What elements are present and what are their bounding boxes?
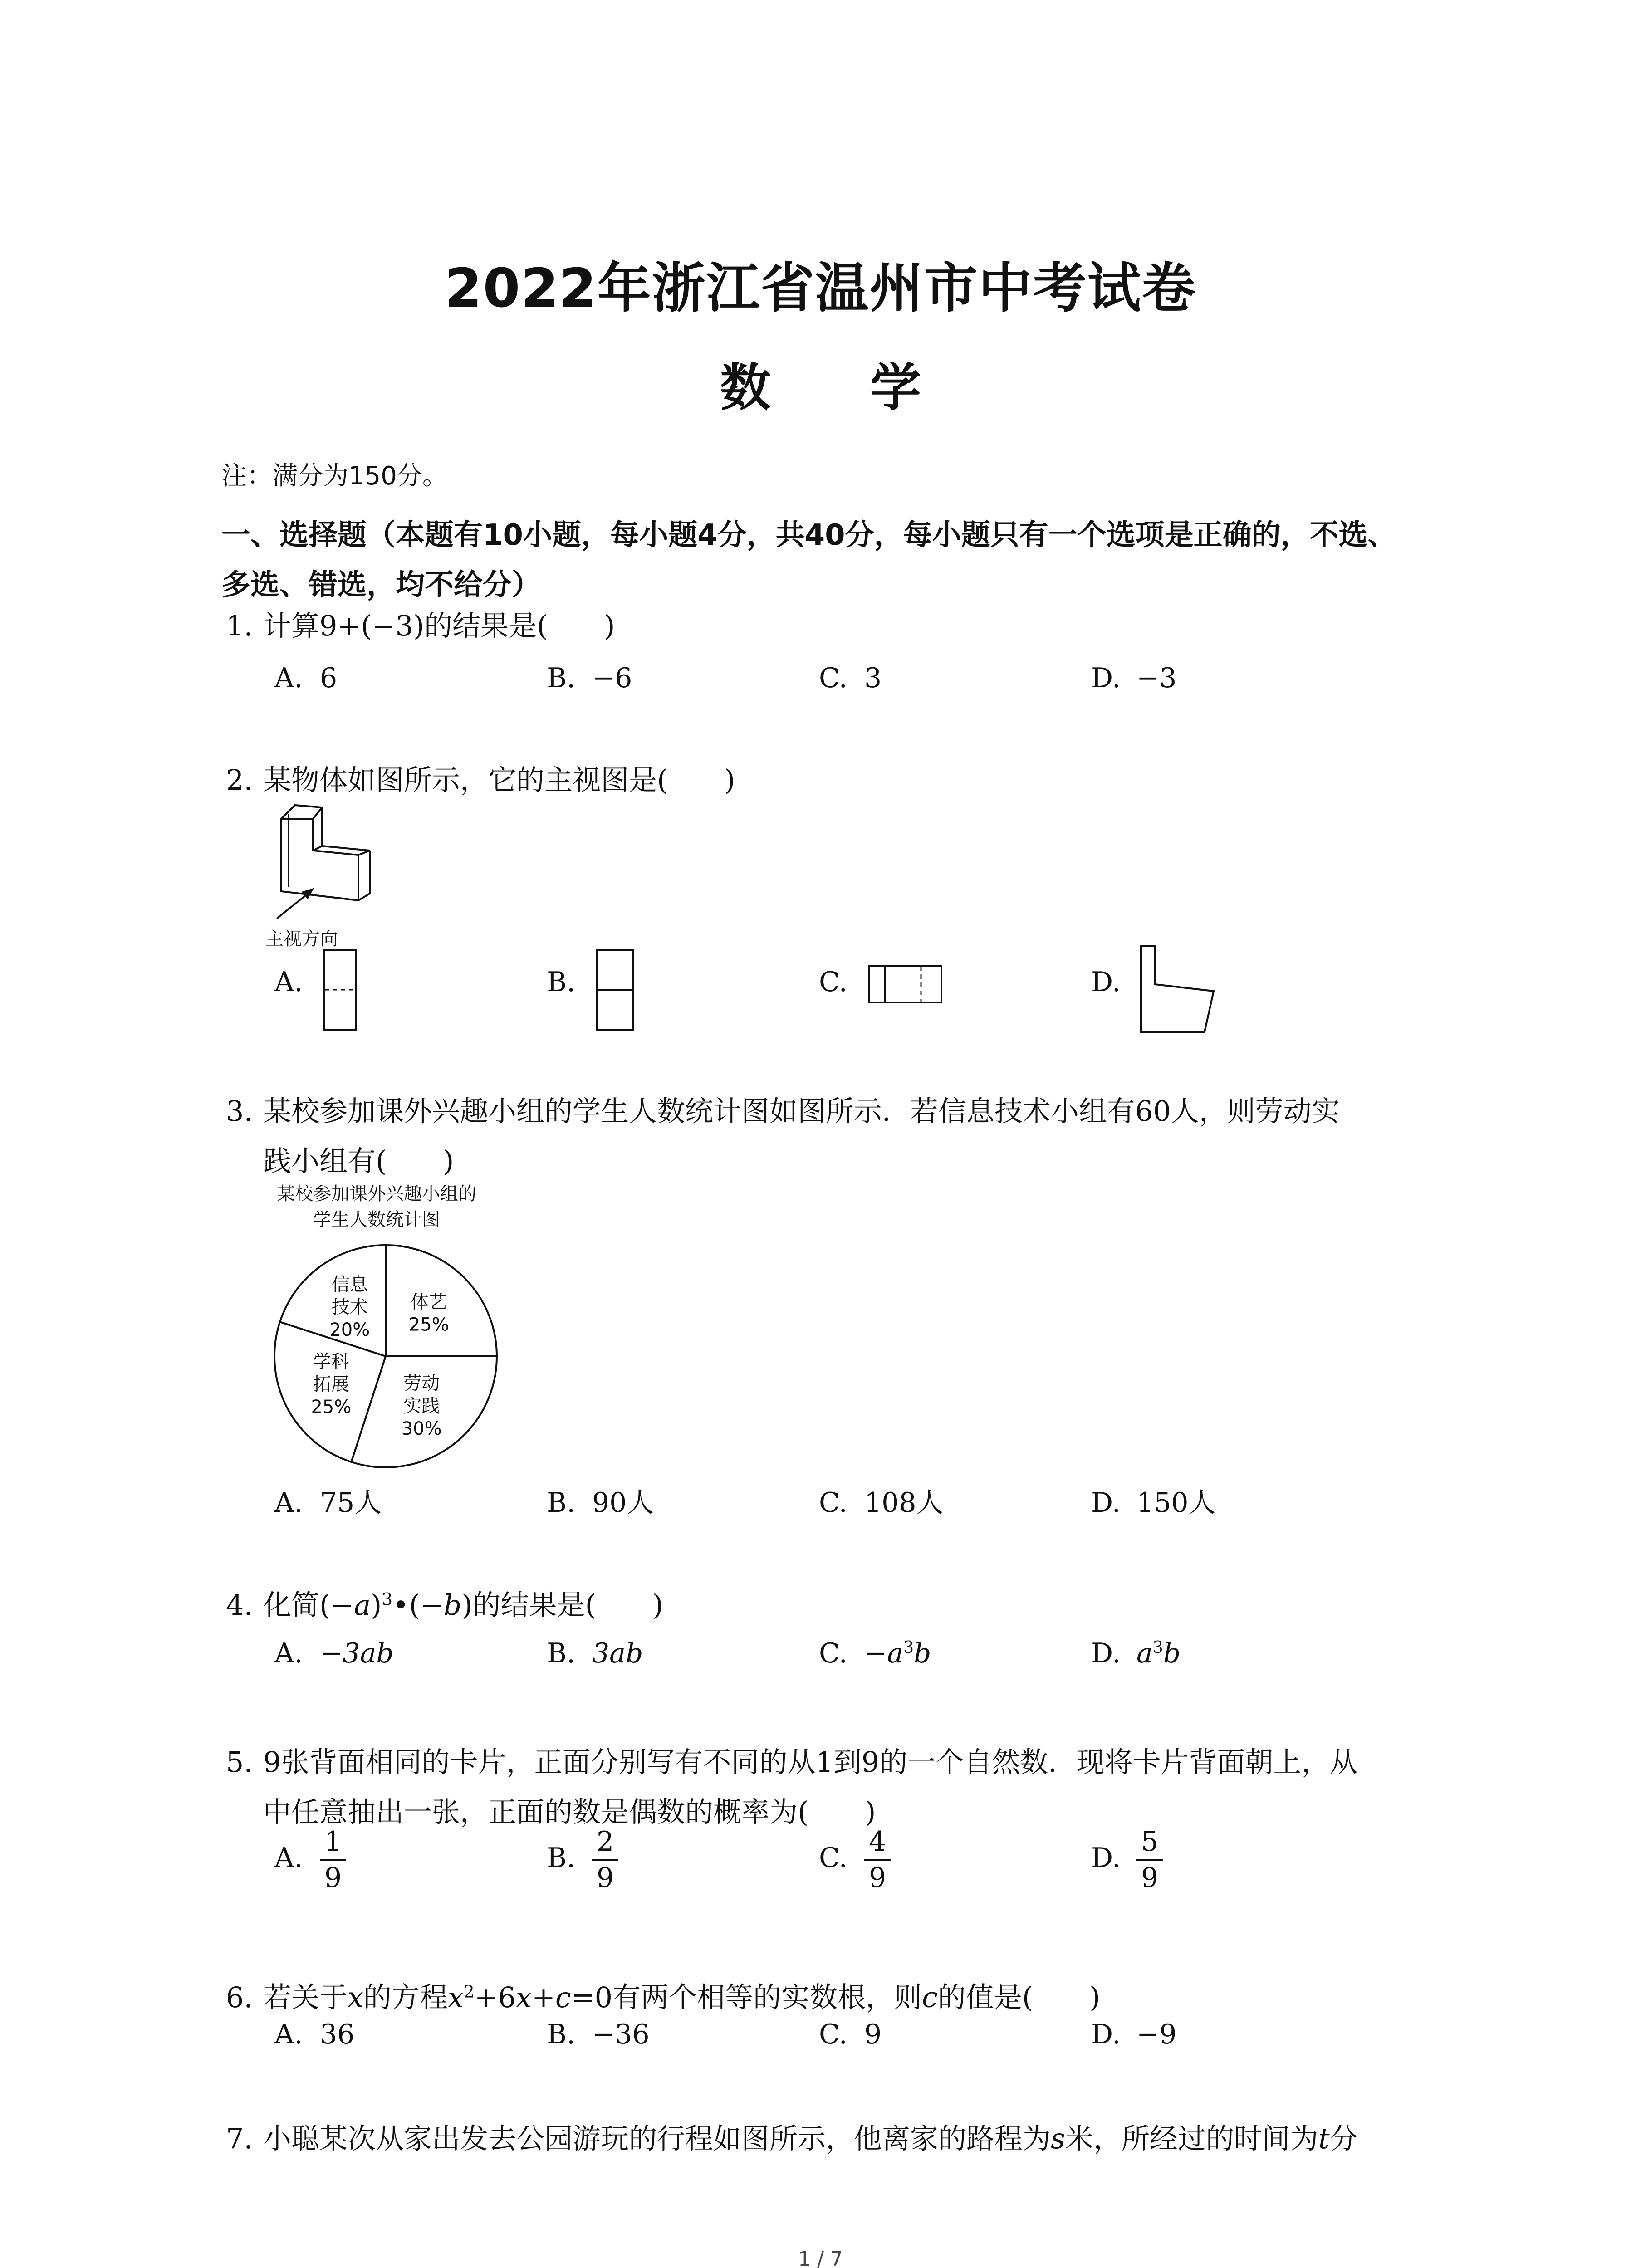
option-value: 3ab xyxy=(592,1637,643,1669)
option-math: $a^3b$ xyxy=(1136,1637,1181,1669)
option-letter: D. xyxy=(1091,966,1121,998)
pie-slice-percent: 30% xyxy=(401,1418,442,1440)
pie-slice-percent: 20% xyxy=(329,1319,370,1340)
q3-option-d[interactable] xyxy=(1091,1481,1216,1520)
q5-option-d[interactable] xyxy=(1091,1828,1163,1892)
question-number: 4. xyxy=(226,1588,253,1622)
section-heading-line2: 多选、错选，均不给分） xyxy=(221,568,541,602)
q5-option-a[interactable] xyxy=(274,1828,346,1892)
question-number: 6. xyxy=(226,1980,253,2014)
option-value: 9 xyxy=(864,2019,882,2050)
q2-option-a-figure xyxy=(318,946,363,1036)
question-text-prefix: 化简 xyxy=(263,1588,320,1622)
q6-option-a[interactable] xyxy=(274,2019,354,2050)
option-letter: C. xyxy=(819,966,847,998)
fraction-numerator: 2 xyxy=(592,1828,618,1861)
question-text-d: 的值是( ) xyxy=(937,1980,1101,2014)
option-letter: B. xyxy=(547,1842,576,1874)
q2-option-d-figure xyxy=(1134,939,1225,1039)
math-var-c: c xyxy=(922,1980,938,2014)
pie-chart-title xyxy=(259,1179,495,1231)
question-6 xyxy=(226,1966,1100,2023)
pie-slice-label: 拓展 xyxy=(313,1374,349,1395)
pie-slice-percent: 25% xyxy=(408,1314,449,1335)
option-value: 3 xyxy=(864,662,882,694)
question-5 xyxy=(226,1737,1460,1837)
option-letter: A. xyxy=(274,966,303,998)
question-equation: $x^2+6x+c=0$ xyxy=(448,1980,613,2014)
question-1 xyxy=(226,601,615,651)
question-text-line2: 中任意抽出一张，正面的数是偶数的概率为( ) xyxy=(263,1795,876,1828)
option-value: 90人 xyxy=(592,1487,654,1519)
option-letter: C. xyxy=(819,1637,847,1669)
pie-slice-label: 体艺 xyxy=(411,1291,447,1313)
pie-slice-label: 信息 xyxy=(331,1274,368,1295)
question-text-a: 若关于 xyxy=(263,1980,348,2014)
question-number: 1. xyxy=(226,609,253,642)
q2-option-a[interactable] xyxy=(274,966,320,998)
option-letter: B. xyxy=(547,2019,576,2050)
question-text-line1: 某校参加课外兴趣小组的学生人数统计图如图所示．若信息技术小组有60人，则劳动实 xyxy=(263,1095,1340,1128)
option-letter: D. xyxy=(1091,1487,1121,1519)
math-var-t: t xyxy=(1318,2122,1330,2155)
question-text-b: 米，所经过的时间为 xyxy=(1065,2122,1318,2155)
fraction-denominator: 9 xyxy=(324,1862,342,1894)
option-value: 108人 xyxy=(864,1487,944,1519)
pie-chart xyxy=(268,1238,504,1474)
pie-title-line2: 学生人数统计图 xyxy=(313,1209,440,1230)
q2-option-b-figure xyxy=(590,946,640,1036)
question-text-c: 分 xyxy=(1329,2122,1358,2155)
option-fraction xyxy=(320,1828,346,1892)
question-text-suffix: 的结果是( ) xyxy=(472,1588,664,1622)
q6-option-d[interactable] xyxy=(1091,2019,1176,2050)
option-value: −3 xyxy=(1136,662,1177,694)
question-text-c: 有两个相等的实数根，则 xyxy=(612,1980,922,2014)
pie-slice-label: 学科 xyxy=(313,1351,349,1373)
question-number: 3. xyxy=(226,1095,253,1128)
q4-option-b[interactable] xyxy=(547,1637,643,1669)
pie-title-line1: 某校参加课外兴趣小组的 xyxy=(277,1183,476,1204)
question-text-line1: 9张背面相同的卡片，正面分别写有不同的从1到9的一个自然数．现将卡片背面朝上，从 xyxy=(263,1745,1358,1779)
q5-option-c[interactable] xyxy=(819,1828,891,1892)
pie-slice-label: 技术 xyxy=(331,1296,368,1318)
option-letter: D. xyxy=(1091,662,1121,694)
option-value: 150人 xyxy=(1136,1487,1216,1519)
option-letter: D. xyxy=(1091,2019,1121,2050)
q4-option-d[interactable] xyxy=(1091,1637,1181,1669)
question-4 xyxy=(226,1574,663,1630)
question-7 xyxy=(226,2114,1358,2164)
question-number: 2. xyxy=(226,763,253,797)
q1-option-b[interactable] xyxy=(547,662,632,694)
q2-option-c-figure xyxy=(864,959,946,1009)
option-letter: D. xyxy=(1091,1842,1121,1874)
option-letter: A. xyxy=(274,662,303,694)
question-number: 5. xyxy=(226,1745,253,1779)
q1-option-a[interactable] xyxy=(274,662,337,694)
option-value: 75人 xyxy=(320,1487,382,1519)
option-value: −36 xyxy=(592,2019,650,2050)
option-value: −9 xyxy=(1136,2019,1177,2050)
q6-option-b[interactable] xyxy=(547,2019,650,2050)
question-math-expr: $(-a)^3•(-b)$ xyxy=(319,1588,473,1622)
question-3 xyxy=(226,1086,1451,1186)
option-letter: C. xyxy=(819,662,847,694)
option-fraction xyxy=(1136,1828,1163,1892)
question-text: 计算9+(−3)的结果是( ) xyxy=(263,609,615,642)
q3-option-b[interactable] xyxy=(547,1481,654,1520)
q2-option-b[interactable] xyxy=(547,966,592,998)
option-letter: A. xyxy=(274,2019,303,2050)
fraction-denominator: 9 xyxy=(1141,1862,1159,1894)
q4-option-a[interactable] xyxy=(274,1637,394,1669)
option-letter: B. xyxy=(547,1487,576,1519)
option-letter: B. xyxy=(547,966,576,998)
option-value: −6 xyxy=(592,662,632,694)
q5-option-b[interactable] xyxy=(547,1828,618,1892)
exam-note: 注：满分为150分。 xyxy=(221,461,448,491)
fraction-denominator: 9 xyxy=(597,1862,614,1894)
q3-option-a[interactable] xyxy=(274,1481,382,1520)
section-heading xyxy=(221,510,1446,610)
question-number: 7. xyxy=(226,2122,253,2155)
page-number: 1 / 7 xyxy=(798,2248,843,2268)
question-text: 某物体如图所示，它的主视图是( ) xyxy=(263,763,735,797)
exam-title: 2022年浙江省温州市中考试卷 xyxy=(445,257,1196,319)
fraction-numerator: 5 xyxy=(1136,1828,1163,1861)
question-text-b: 的方程 xyxy=(363,1980,448,2014)
section-heading-line1: 一、选择题（本题有10小题，每小题4分，共40分，每小题只有一个选项是正确的，不选、 xyxy=(221,518,1397,552)
math-var-s: s xyxy=(1051,2122,1065,2155)
option-value: 6 xyxy=(320,662,338,694)
fraction-numerator: 1 xyxy=(320,1828,346,1861)
option-math: $-a^3b$ xyxy=(864,1637,931,1669)
option-letter: B. xyxy=(547,662,576,694)
option-letter: D. xyxy=(1091,1637,1121,1669)
fraction-denominator: 9 xyxy=(869,1862,887,1894)
math-var-x: x xyxy=(348,1980,363,2014)
exam-subject: 数 学 xyxy=(720,358,962,417)
option-fraction xyxy=(864,1828,891,1892)
q1-option-d[interactable] xyxy=(1091,662,1176,694)
option-letter: B. xyxy=(547,1637,576,1669)
option-letter: A. xyxy=(274,1637,303,1669)
option-fraction xyxy=(592,1828,618,1892)
q6-option-c[interactable] xyxy=(819,2019,882,2050)
q1-option-c[interactable] xyxy=(819,662,882,694)
option-letter: A. xyxy=(274,1842,303,1874)
q3-option-c[interactable] xyxy=(819,1481,944,1520)
question-text-a: 小聪某次从家出发去公园游玩的行程如图所示，他离家的路程为 xyxy=(263,2122,1051,2155)
fraction-numerator: 4 xyxy=(864,1828,891,1861)
option-value: −3ab xyxy=(320,1637,394,1669)
question-2 xyxy=(226,755,735,805)
option-letter: C. xyxy=(819,1487,847,1519)
q2-option-c[interactable] xyxy=(819,966,864,998)
option-value: 36 xyxy=(320,2019,355,2050)
question-text-line2: 践小组有( ) xyxy=(263,1144,454,1178)
pie-slice-percent: 25% xyxy=(311,1397,352,1418)
option-letter: C. xyxy=(819,1842,847,1874)
q4-option-c[interactable] xyxy=(819,1637,931,1669)
option-letter: C. xyxy=(819,2019,847,2050)
pie-slice-label: 劳动 xyxy=(403,1373,440,1394)
q2-option-d[interactable] xyxy=(1091,966,1136,998)
q2-figure-label: 主视方向 xyxy=(265,929,338,949)
pie-slice-label: 实践 xyxy=(403,1396,440,1417)
option-letter: A. xyxy=(274,1487,303,1519)
